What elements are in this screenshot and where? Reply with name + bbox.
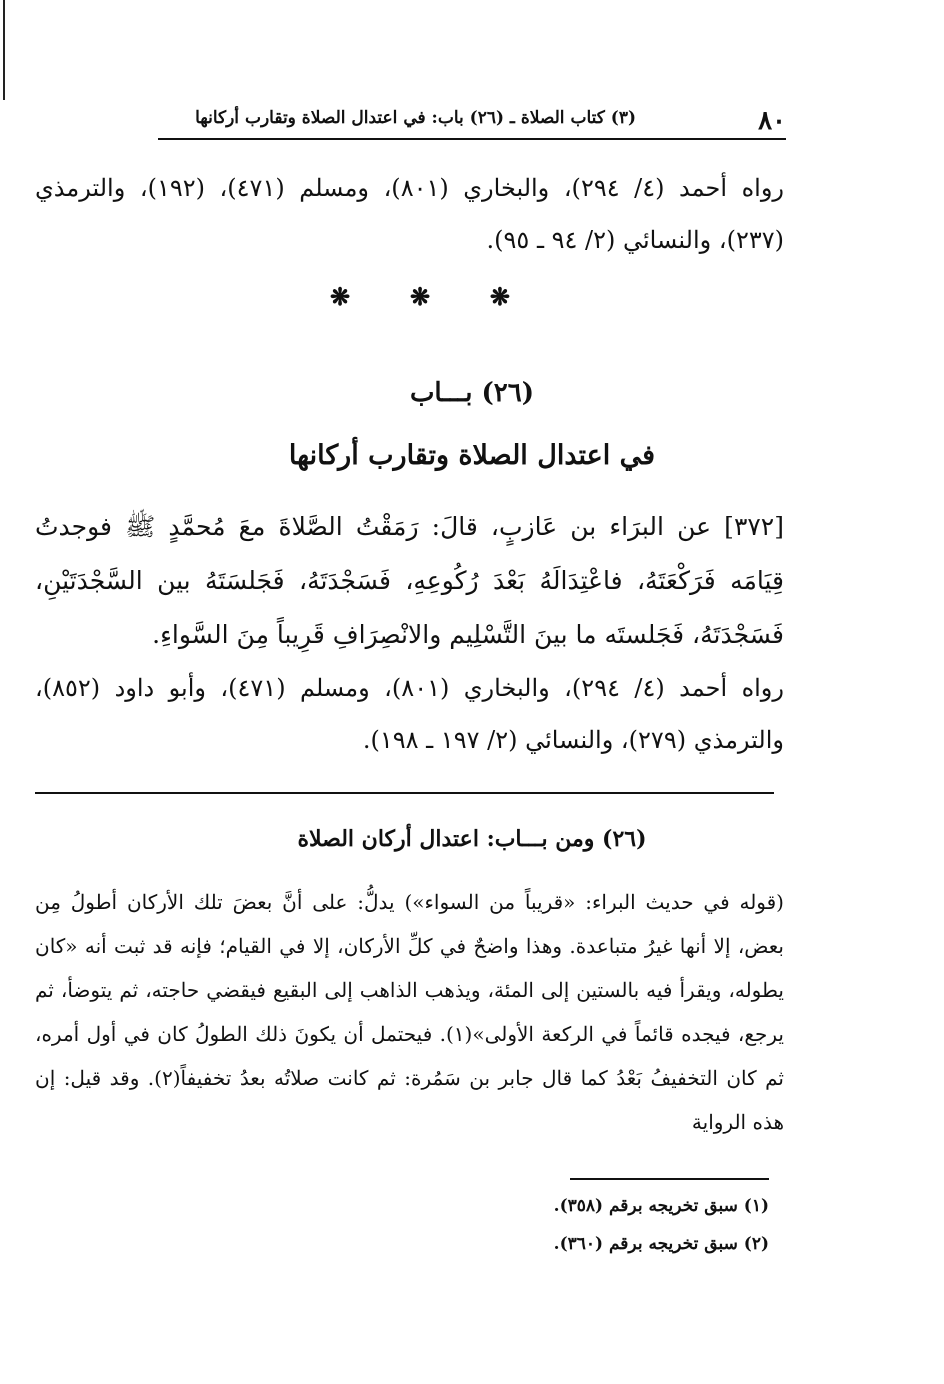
section-separator — [330, 282, 510, 311]
page-edge-line — [3, 0, 5, 100]
chapter-title: في اعتدال الصلاة وتقارب أركانها — [288, 440, 656, 471]
chapter-label: (٢٦) بـــاب — [409, 378, 535, 408]
commentary-heading: (٢٦) ومن بـــاب: اعتدال أركان الصلاة — [297, 826, 647, 852]
header-rule — [158, 138, 786, 140]
star-icon: ❋ — [489, 282, 510, 311]
page-header — [160, 98, 786, 138]
footnote-1: (١) سبق تخريجه برقم (٣٥٨). — [553, 1196, 769, 1216]
star-icon: ❋ — [330, 282, 351, 311]
hadith-text: [٣٧٢] عن البرَاء بن عَازبٍ، قالَ: رَمَقْتُ الصَّلاةَ معَ مُحمَّدٍ ﷺ فوجدتُ قِيَامَه فَرَكْعَتَهُ، فاعْتِدَالَهُ بَعْدَ رُكُوعِهِ، فَسَجْدَتَهُ، فَجَلسَتَهُ بين السَّجْدَتَيْنِ، فَسَجْدَتَهُ، فَجَلستَه ما بينَ التَّسْلِيم والانْصِرَافِ قَرِيباً مِنَ السَّواءِ. — [35, 512, 784, 649]
star-icon: ❋ — [409, 282, 431, 311]
hadith-takhrij: رواه أحمد (٤/ ٢٩٤)، والبخاري (٨٠١)، ومسلم (٤٧١)، وأبو داود (٨٥٢)، والترمذي (٢٧٩)، والنسائي (٢/ ١٩٧ ـ ١٩٨). — [35, 674, 784, 754]
commentary-divider — [35, 792, 774, 794]
page-number: ٨٠ — [758, 106, 786, 136]
commentary-text: (قوله في حديث البراء: «قريباً من السواء») يدلُّ: على أنَّ بعضَ تلك الأركان أطولُ مِن بعض، إلا أنها غيرُ متباعدة. وهذا واضحٌ في كلِّ الأركان، إلا في القيام؛ فإنه قد ثبت أنه «كان يطوله، ويقرأ فيه بالستين إلى المئة، ويذهب الذاهب إلى البقيع فيقضي حاجته، ثم يتوضأ، ثم يرجع، فيجده قائماً في الركعة الأولى»(١). فيحتمل أن يكونَ ذلك الطولُ كان في أول أمره، ثم كان التخفيفُ بَعْدُ كما قال جابر بن سَمُرة: ثم كانت صلاتُه بعدُ تخفيفاً(٢). وقد قيل: إن هذه الرواية — [35, 890, 784, 1134]
footnote-2: (٢) سبق تخريجه برقم (٣٦٠). — [553, 1234, 769, 1254]
footnote-rule — [570, 1178, 769, 1180]
previous-takhrij: رواه أحمد (٤/ ٢٩٤)، والبخاري (٨٠١)، ومسلم (٤٧١)، (١٩٢)، والترمذي (٢٣٧)، والنسائي (٢/ ٩٤ ـ ٩٥). — [35, 174, 785, 254]
running-title: (٣) كتاب الصلاة ـ (٢٦) باب: في اعتدال الصلاة وتقارب أركانها — [195, 108, 636, 128]
